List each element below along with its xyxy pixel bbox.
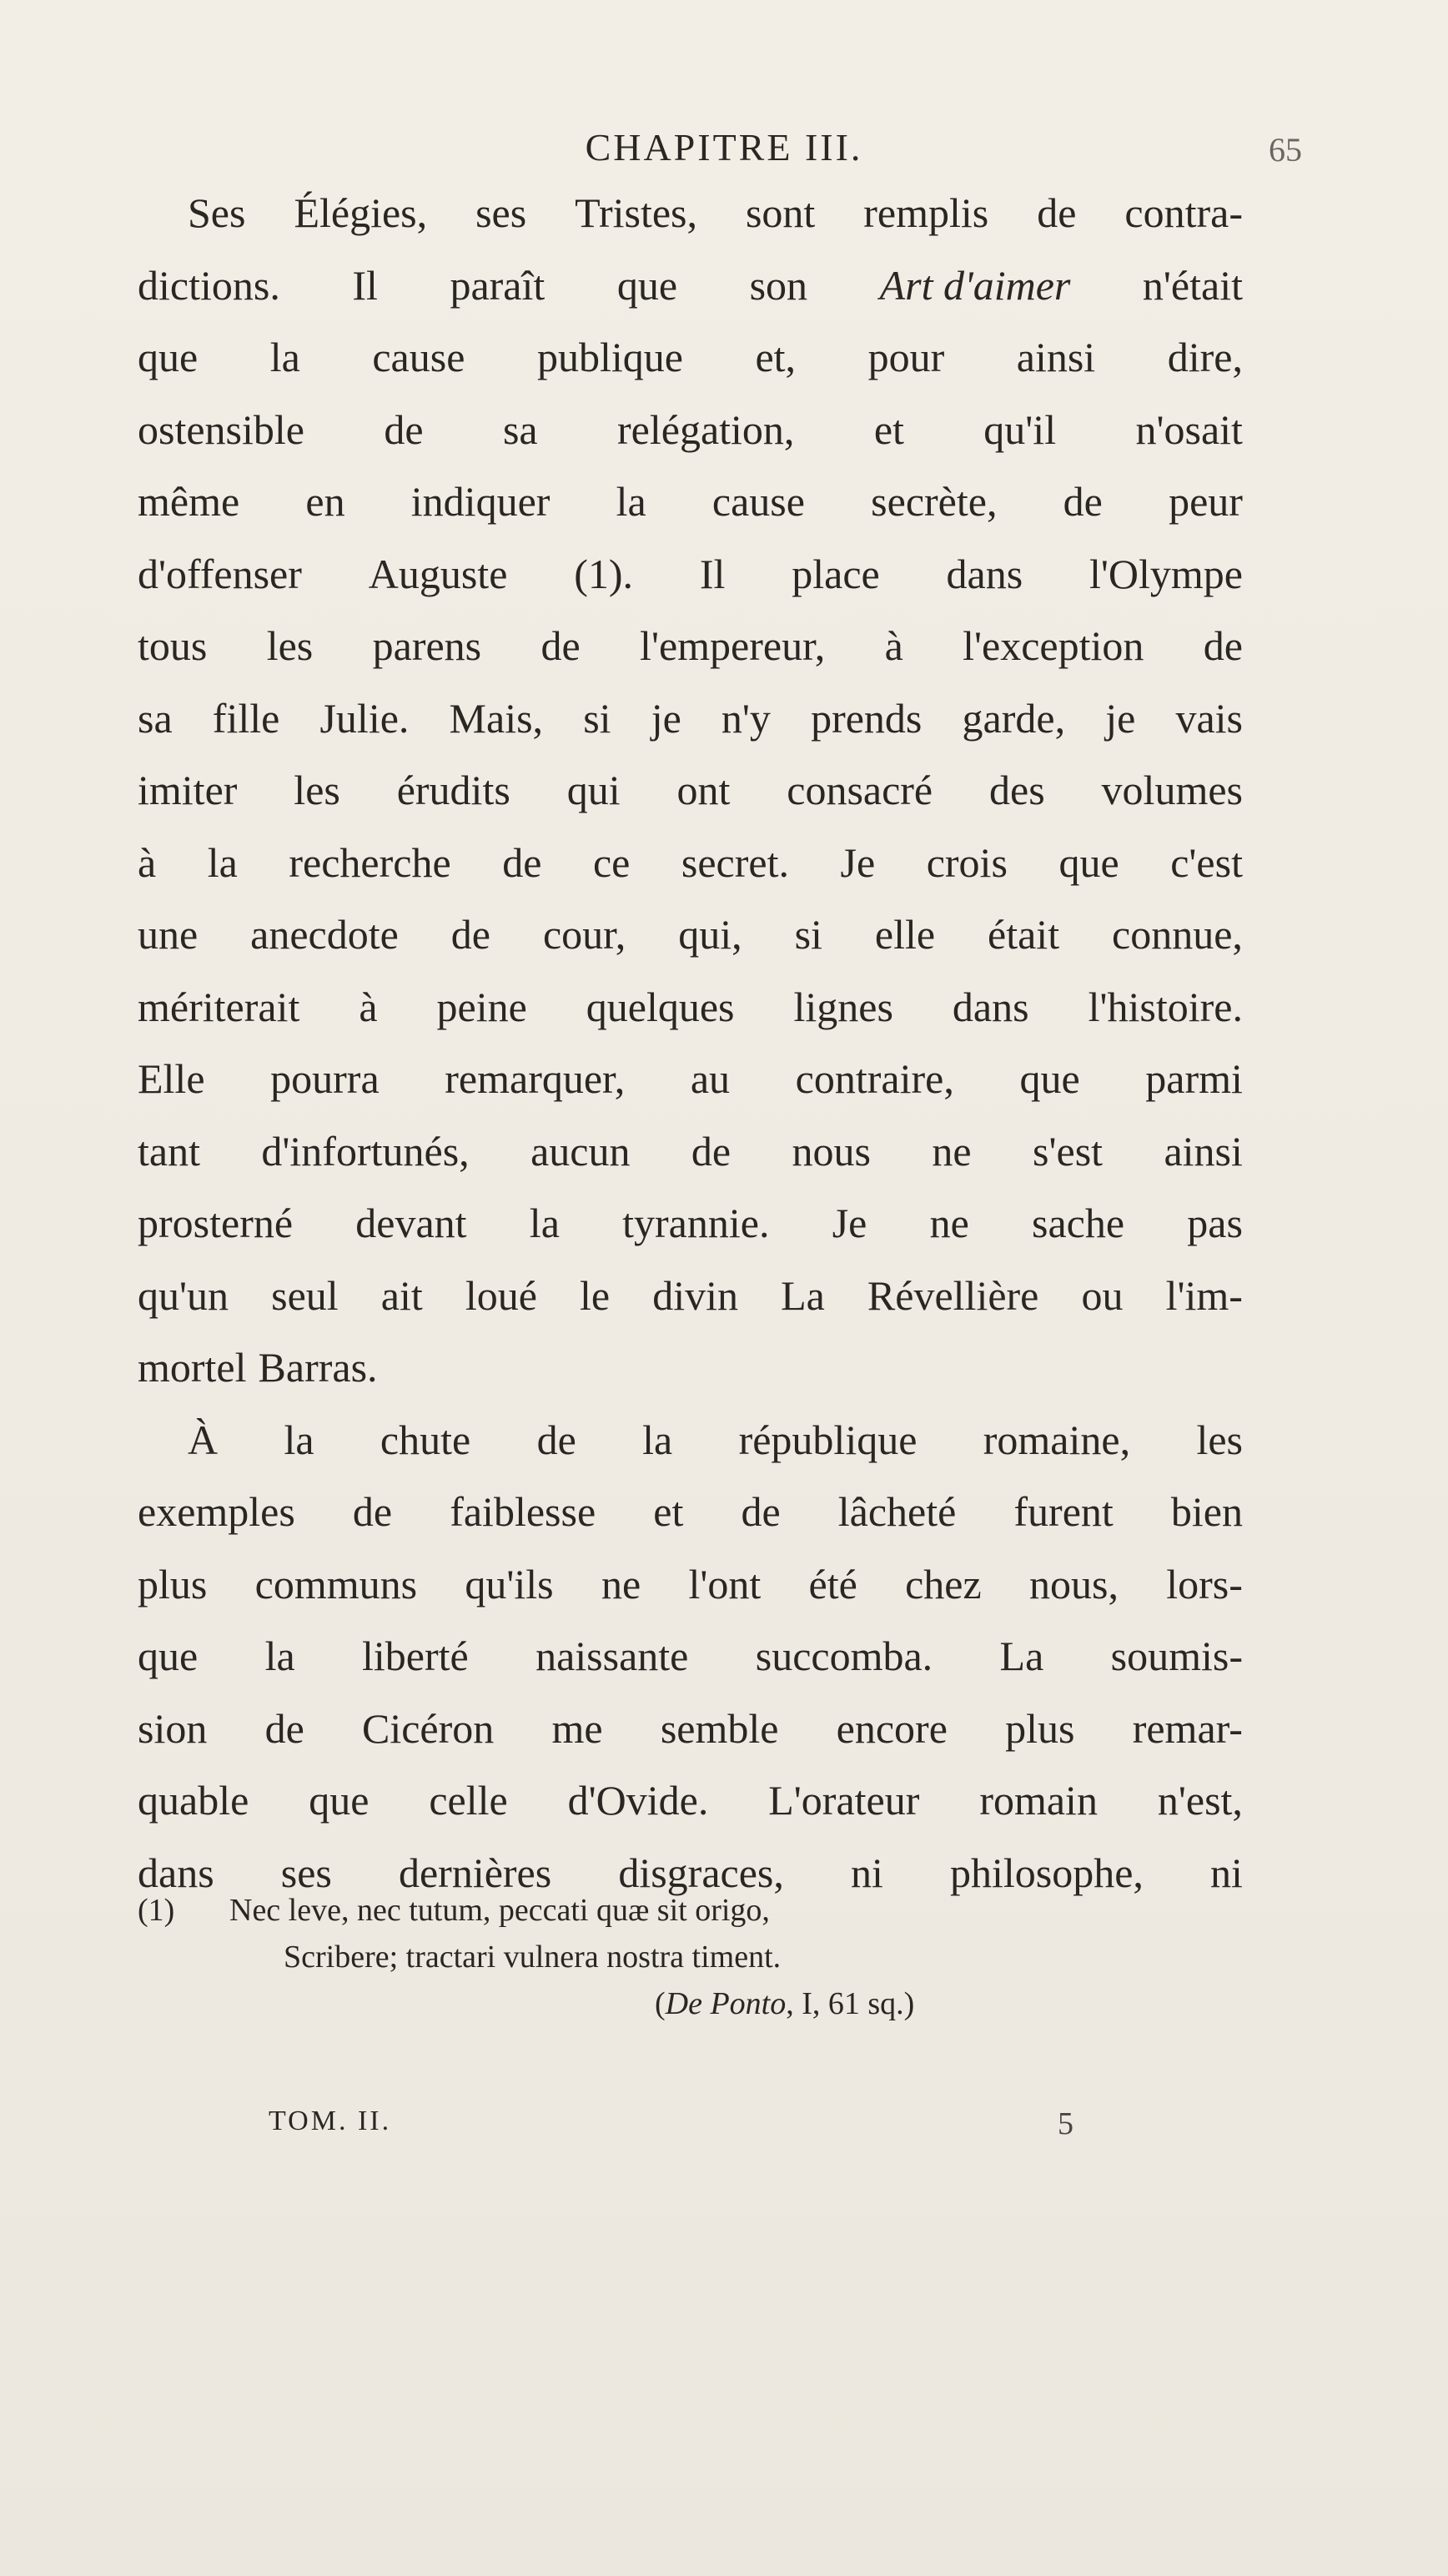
word: Il (352, 261, 378, 309)
word: que (1058, 838, 1119, 886)
word: elle (874, 911, 936, 958)
word: loué (465, 1271, 537, 1319)
word: que (616, 261, 678, 309)
word: contra- (1124, 189, 1243, 236)
word: que (309, 1777, 370, 1824)
word: consacré (787, 767, 933, 813)
word: Barras. (258, 1344, 378, 1391)
word: pour (867, 334, 945, 380)
word: succomba. (755, 1633, 933, 1679)
word: dans (952, 983, 1029, 1030)
word: que (138, 1633, 199, 1679)
volume-signature: TOM. II. (269, 2106, 392, 2136)
word: de (264, 1704, 304, 1752)
word: qu'un (138, 1271, 229, 1319)
word: place (792, 550, 880, 597)
word: romain (979, 1777, 1098, 1824)
text-line (138, 682, 1243, 755)
word: romaine, (983, 1416, 1131, 1463)
word: dire, (1167, 334, 1243, 380)
word: Je (832, 1200, 867, 1246)
word: soumis- (1110, 1633, 1243, 1679)
word: pas (1187, 1200, 1243, 1246)
word: dictions. (138, 261, 280, 309)
text-line (138, 1764, 1243, 1837)
word: Révellière (867, 1271, 1039, 1319)
footnote-marker: (1) (138, 1893, 175, 1928)
word: l'histoire. (1088, 983, 1243, 1030)
word: de (540, 622, 581, 669)
word: remplis (863, 189, 989, 236)
word: à (359, 983, 378, 1030)
word: parens (372, 622, 482, 669)
word: n'est, (1157, 1777, 1243, 1824)
text-line (138, 1476, 1243, 1548)
word: ni (1210, 1849, 1243, 1896)
text-line (138, 394, 1243, 466)
word: de (450, 911, 490, 958)
text-line (138, 1331, 1243, 1404)
word: si (794, 911, 822, 958)
text-line (138, 1043, 1243, 1115)
word: lors- (1166, 1560, 1243, 1607)
word: pourra (270, 1055, 380, 1102)
word: que (138, 334, 199, 380)
word: À (188, 1416, 219, 1463)
word: Je (840, 838, 876, 886)
word: faiblesse (450, 1488, 596, 1535)
word: de (502, 838, 542, 886)
citation-open: ( (655, 1986, 666, 2021)
footnote-verse-2: Scribere; tractari vulnera nostra timent. (284, 1940, 782, 1975)
word: cour, (542, 911, 626, 958)
word: plus (1005, 1704, 1075, 1752)
word: sache (1032, 1200, 1125, 1246)
word: crois (926, 838, 1008, 886)
word: vais (1175, 694, 1243, 742)
word: la (529, 1200, 560, 1246)
word: et (873, 405, 904, 453)
citation-title: De Ponto (665, 1986, 787, 2021)
word: même (138, 478, 240, 525)
word: Mais, (449, 694, 544, 742)
word: d'infortunés, (261, 1127, 470, 1175)
word: ni (850, 1849, 883, 1896)
word: mortel (138, 1344, 247, 1391)
word: exemples (138, 1488, 295, 1535)
word: quable (138, 1777, 249, 1824)
word: érudits (396, 767, 510, 813)
word: n'était (1142, 261, 1243, 309)
word: remarquer, (445, 1055, 626, 1102)
word: peine (436, 983, 527, 1030)
word: devant (355, 1200, 467, 1246)
running-head (0, 125, 1448, 175)
word: garde, (962, 694, 1066, 742)
word: tyrannie. (622, 1200, 770, 1246)
word: l'im- (1165, 1271, 1243, 1319)
word: la (616, 478, 646, 525)
text-line (138, 754, 1243, 827)
text-line (138, 971, 1243, 1044)
word: d'Ovide. (567, 1777, 709, 1824)
word: La (781, 1271, 825, 1319)
word: en (305, 478, 345, 525)
text-line (138, 1187, 1243, 1260)
word: (1). (574, 550, 634, 597)
word: publique (536, 334, 683, 380)
text-line (138, 1404, 1243, 1477)
word: ont (676, 767, 731, 813)
word: de (536, 1416, 576, 1463)
word: de (352, 1488, 393, 1535)
word: Julie. (319, 694, 410, 742)
word: ainsi (1016, 334, 1096, 380)
word: et, (755, 334, 797, 380)
word: Élégies, (294, 189, 428, 236)
word: prends (811, 694, 923, 742)
chapter-title: CHAPITRE III. (585, 126, 863, 169)
word: furent (1013, 1488, 1114, 1535)
text-line (138, 321, 1243, 394)
word: nous, (1028, 1560, 1119, 1607)
word: qui (566, 767, 621, 813)
word: les (294, 767, 340, 813)
word: la (642, 1416, 673, 1463)
word: chez (905, 1560, 982, 1607)
word: la (269, 334, 300, 380)
word: n'osait (1135, 405, 1243, 453)
word: communs (254, 1560, 418, 1607)
word: était (988, 911, 1060, 958)
word: de (741, 1488, 781, 1535)
word: sont (745, 189, 816, 236)
word: divin (652, 1271, 738, 1319)
text-line (138, 898, 1243, 971)
word: qu'ils (465, 1560, 554, 1607)
word: tant (138, 1127, 200, 1175)
word: fille (212, 694, 280, 742)
word: bien (1170, 1488, 1243, 1535)
citation-rest: , I, 61 sq.) (786, 1986, 915, 2021)
word: et (653, 1488, 684, 1535)
word: cause (711, 478, 805, 525)
word: Il (699, 550, 726, 597)
text-line (138, 1693, 1243, 1765)
word: disgraces, (618, 1849, 784, 1896)
word: aucun (530, 1127, 631, 1175)
word: nous (792, 1127, 871, 1175)
word: cause (372, 334, 465, 380)
word: parmi (1145, 1055, 1243, 1102)
word: sa (502, 405, 538, 453)
word: ses (475, 189, 527, 236)
word: philosophe, (950, 1849, 1144, 1896)
footnote (138, 1887, 1139, 2027)
word: anecdote (250, 911, 399, 958)
word: indiquer (410, 478, 551, 525)
text-line (138, 1548, 1243, 1621)
body-text (138, 177, 1243, 1909)
word: dans (946, 550, 1023, 597)
text-line (138, 177, 1243, 249)
word: l'exception (963, 622, 1144, 669)
text-line (138, 1115, 1243, 1188)
word: paraît (450, 261, 546, 309)
word: sa (138, 694, 173, 742)
text-line (138, 827, 1243, 899)
word: de (1063, 478, 1103, 525)
text-line (138, 1260, 1243, 1332)
word: tous (138, 622, 208, 669)
word: imiter (138, 767, 238, 813)
word: ne (929, 1200, 969, 1246)
word: L'orateur (768, 1777, 920, 1824)
word: qui, (678, 911, 742, 958)
signature-line (0, 2106, 1448, 2147)
word: peur (1169, 478, 1243, 525)
word: recherche (289, 838, 451, 886)
word: de (691, 1127, 732, 1175)
footnote-citation (138, 1980, 1139, 2027)
word: d'offenser (138, 550, 302, 597)
word: que (1019, 1055, 1080, 1102)
word: les (266, 622, 314, 669)
footnote-line-1 (138, 1887, 1139, 1934)
word: celle (429, 1777, 508, 1824)
word: c'est (1170, 838, 1243, 886)
word: qu'il (983, 405, 1057, 453)
word: république (738, 1416, 918, 1463)
word: Cicéron (362, 1704, 495, 1752)
word: été (808, 1560, 857, 1607)
word: Tristes, (575, 189, 697, 236)
word: prosterné (138, 1200, 294, 1246)
page-number: 65 (1269, 131, 1302, 169)
word: à (138, 838, 157, 886)
word: la (207, 838, 238, 886)
word: plus (138, 1560, 208, 1607)
word: je (1105, 694, 1136, 742)
word: n'y (721, 694, 771, 742)
word: remar- (1132, 1704, 1243, 1752)
word: de (384, 405, 424, 453)
word: relégation, (617, 405, 795, 453)
word: secrète, (871, 478, 998, 525)
word: ou (1081, 1271, 1124, 1319)
word: ne (932, 1127, 972, 1175)
italic-title: Art d'aimer (879, 261, 1071, 309)
word: le (580, 1271, 611, 1319)
word: mériterait (138, 983, 300, 1030)
word: seul (271, 1271, 339, 1319)
word: la (284, 1416, 314, 1463)
word: chute (380, 1416, 471, 1463)
word: volumes (1101, 767, 1243, 813)
word: naissante (535, 1633, 689, 1679)
word: ostensible (138, 405, 304, 453)
text-line (138, 1620, 1243, 1693)
word: les (1196, 1416, 1243, 1463)
word: ne (601, 1560, 641, 1607)
word: ainsi (1164, 1127, 1243, 1175)
word: des (989, 767, 1045, 813)
text-line (138, 465, 1243, 538)
word: sion (138, 1704, 208, 1752)
word: liberté (362, 1633, 469, 1679)
word: Ses (188, 189, 246, 236)
word: dans (138, 1849, 214, 1896)
word: lignes (793, 983, 893, 1030)
word: de (1203, 622, 1243, 669)
word: s'est (1033, 1127, 1104, 1175)
text-line (138, 610, 1243, 682)
word: semble (660, 1704, 779, 1752)
word: l'Olympe (1089, 550, 1243, 597)
word: La (999, 1633, 1044, 1679)
word: son (749, 261, 808, 309)
word: quelques (586, 983, 735, 1030)
word: dernières (398, 1849, 552, 1896)
word: Elle (138, 1055, 205, 1102)
word: ait (380, 1271, 423, 1319)
footnote-verse-1: Nec leve, nec tutum, peccati quæ sit origo, (229, 1893, 770, 1928)
text-line (138, 538, 1243, 611)
word: je (651, 694, 681, 742)
word: une (138, 911, 199, 958)
text-line (138, 249, 1243, 322)
word: à (884, 622, 903, 669)
word: la (264, 1633, 295, 1679)
word: si (583, 694, 611, 742)
word: encore (836, 1704, 948, 1752)
word: l'ont (688, 1560, 762, 1607)
word: de (1037, 189, 1077, 236)
word: lâcheté (837, 1488, 957, 1535)
word: Auguste (368, 550, 508, 597)
word: ses (280, 1849, 332, 1896)
word: l'empereur, (640, 622, 826, 669)
word: me (551, 1704, 603, 1752)
word: ce (592, 838, 631, 886)
word: au (690, 1055, 731, 1102)
word: connue, (1112, 911, 1243, 958)
word: contraire, (795, 1055, 954, 1102)
word: secret. (681, 838, 789, 886)
gathering-signature: 5 (1058, 2106, 1073, 2141)
